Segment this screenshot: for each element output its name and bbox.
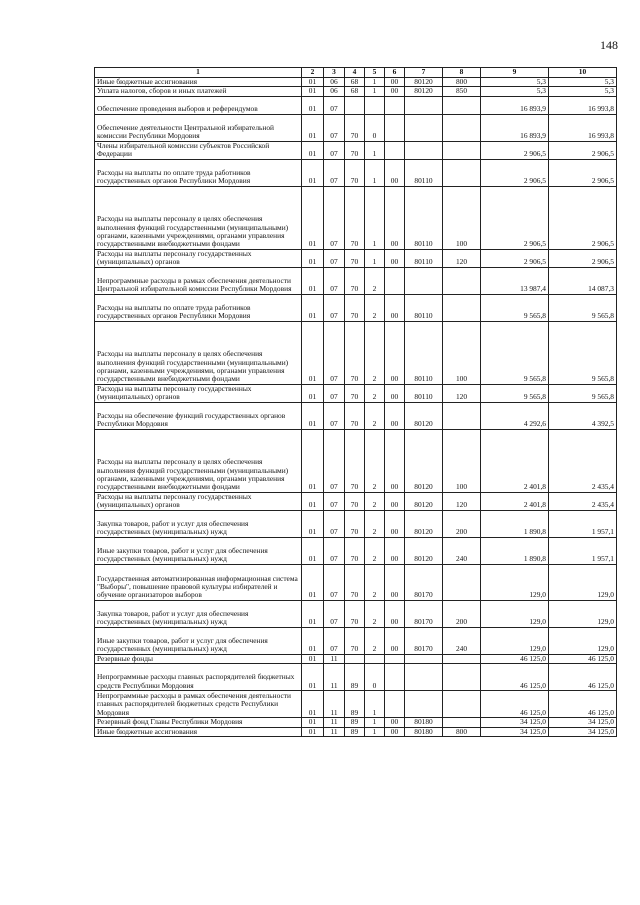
cell-event: 00: [385, 294, 405, 321]
cell-program: [345, 654, 365, 663]
cell-subprogram: 1: [365, 78, 385, 87]
cell-expense-type: [443, 718, 481, 727]
header-cell-subsection: 3: [324, 68, 345, 78]
cell-section: 01: [302, 492, 324, 510]
cell-section: 01: [302, 429, 324, 492]
cell-name: Непрограммные расходы в рамках обеспечения деятельности главных распорядителей бюджетных средств Республики Мордовия: [95, 691, 302, 718]
cell-value-year-1: 46 125,0: [481, 654, 549, 663]
table-row: [95, 249, 617, 267]
cell-value-year-1: 16 893,9: [481, 96, 549, 114]
cell-subprogram: 1: [365, 141, 385, 159]
cell-expense-type: [443, 267, 481, 294]
cell-event: 00: [385, 564, 405, 600]
cell-value-year-2: 2 906,5: [549, 159, 617, 186]
cell-expense-type: 200: [443, 510, 481, 537]
cell-subsection: 07: [324, 159, 345, 186]
cell-event: [385, 141, 405, 159]
cell-section: 01: [302, 654, 324, 663]
cell-program: 70: [345, 627, 365, 654]
cell-section: 01: [302, 664, 324, 691]
cell-expense-type: 800: [443, 727, 481, 736]
cell-name: Резервный фонд Главы Республики Мордовия: [95, 718, 302, 727]
header-cell-subprogram: 5: [365, 68, 385, 78]
cell-value-year-1: 1 890,8: [481, 537, 549, 564]
cell-subsection: 07: [324, 141, 345, 159]
cell-direction: 80180: [405, 727, 443, 736]
cell-section: 01: [302, 564, 324, 600]
cell-event: 00: [385, 384, 405, 402]
cell-event: 00: [385, 600, 405, 627]
table-row: [95, 294, 617, 321]
cell-direction: 80120: [405, 87, 443, 96]
table-row: [95, 600, 617, 627]
cell-event: 00: [385, 87, 405, 96]
cell-expense-type: [443, 402, 481, 429]
table-row: [95, 492, 617, 510]
cell-program: 70: [345, 564, 365, 600]
cell-subprogram: 1: [365, 159, 385, 186]
cell-subsection: 07: [324, 429, 345, 492]
cell-subprogram: 2: [365, 564, 385, 600]
cell-value-year-2: 129,0: [549, 627, 617, 654]
cell-name: Расходы на выплаты персоналу государственных (муниципальных) органов: [95, 249, 302, 267]
cell-program: 68: [345, 87, 365, 96]
cell-subsection: 11: [324, 718, 345, 727]
cell-value-year-1: 2 401,8: [481, 429, 549, 492]
cell-section: 01: [302, 114, 324, 141]
table-row: [95, 627, 617, 654]
cell-program: 70: [345, 384, 365, 402]
cell-direction: 80110: [405, 294, 443, 321]
cell-value-year-2: 2 906,5: [549, 249, 617, 267]
cell-name: Расходы на выплаты по оплате труда работников государственных органов Республики Мордовия: [95, 294, 302, 321]
cell-value-year-2: 1 957,1: [549, 510, 617, 537]
cell-subsection: 07: [324, 627, 345, 654]
cell-name: Расходы на выплаты персоналу в целях обеспечения выполнения функций государственными (муниципальными) органами, казенными учреждениями, органами управления государственными внебюджетными фондами: [95, 429, 302, 492]
cell-value-year-1: 16 893,9: [481, 114, 549, 141]
cell-subprogram: 2: [365, 402, 385, 429]
cell-subprogram: 1: [365, 718, 385, 727]
table-row: [95, 87, 617, 96]
cell-event: 00: [385, 321, 405, 384]
cell-subprogram: 1: [365, 691, 385, 718]
cell-section: 01: [302, 186, 324, 249]
cell-program: 70: [345, 492, 365, 510]
cell-expense-type: 850: [443, 87, 481, 96]
cell-name: Обеспечение деятельности Центральной избирательной комиссии Республики Мордовия: [95, 114, 302, 141]
cell-section: 01: [302, 402, 324, 429]
cell-event: 00: [385, 159, 405, 186]
cell-event: 00: [385, 627, 405, 654]
cell-subsection: 07: [324, 96, 345, 114]
cell-name: Иные закупки товаров, работ и услуг для обеспечения государственных (муниципальных) нужд: [95, 537, 302, 564]
cell-subprogram: 2: [365, 492, 385, 510]
table-row: [95, 564, 617, 600]
cell-section: 01: [302, 294, 324, 321]
cell-expense-type: 120: [443, 492, 481, 510]
cell-subprogram: 2: [365, 627, 385, 654]
cell-name: Закупка товаров, работ и услуг для обеспечения государственных (муниципальных) нужд: [95, 510, 302, 537]
table-row: [95, 510, 617, 537]
cell-direction: [405, 96, 443, 114]
cell-direction: 80110: [405, 159, 443, 186]
cell-subprogram: 2: [365, 537, 385, 564]
header-cell-value-year-2: 10: [549, 68, 617, 78]
cell-program: 70: [345, 249, 365, 267]
cell-event: [385, 691, 405, 718]
cell-subprogram: 1: [365, 249, 385, 267]
table-row: [95, 159, 617, 186]
cell-name: Расходы на выплаты персоналу в целях обеспечения выполнения функций государственными (муниципальными) органами, казенными учреждениями, органами управления государственными внебюджетными фондами: [95, 186, 302, 249]
cell-subprogram: 1: [365, 727, 385, 736]
cell-direction: 80180: [405, 718, 443, 727]
cell-subsection: 11: [324, 664, 345, 691]
cell-direction: 80120: [405, 78, 443, 87]
cell-name: Расходы на выплаты по оплате труда работников государственных органов Республики Мордовия: [95, 159, 302, 186]
cell-value-year-2: 2 906,5: [549, 186, 617, 249]
cell-section: 01: [302, 141, 324, 159]
cell-program: 89: [345, 664, 365, 691]
cell-section: 01: [302, 87, 324, 96]
cell-program: 68: [345, 78, 365, 87]
cell-name: Расходы на обеспечение функций государственных органов Республики Мордовия: [95, 402, 302, 429]
cell-value-year-2: 46 125,0: [549, 691, 617, 718]
cell-value-year-2: 9 565,8: [549, 294, 617, 321]
cell-direction: [405, 654, 443, 663]
cell-value-year-2: 46 125,0: [549, 664, 617, 691]
cell-expense-type: [443, 654, 481, 663]
cell-expense-type: 240: [443, 537, 481, 564]
cell-value-year-2: 16 993,8: [549, 114, 617, 141]
cell-subprogram: 2: [365, 321, 385, 384]
cell-subprogram: 1: [365, 87, 385, 96]
cell-value-year-2: 5,3: [549, 78, 617, 87]
cell-value-year-1: 2 906,5: [481, 186, 549, 249]
cell-subprogram: 1: [365, 186, 385, 249]
cell-event: 00: [385, 402, 405, 429]
cell-subsection: 07: [324, 564, 345, 600]
cell-subsection: 07: [324, 600, 345, 627]
cell-value-year-1: 9 565,8: [481, 384, 549, 402]
cell-value-year-2: 5,3: [549, 87, 617, 96]
cell-section: 01: [302, 627, 324, 654]
cell-program: 89: [345, 718, 365, 727]
cell-program: 70: [345, 429, 365, 492]
table-row: [95, 654, 617, 663]
cell-name: Закупка товаров, работ и услуг для обеспечения государственных (муниципальных) нужд: [95, 600, 302, 627]
cell-event: [385, 664, 405, 691]
cell-subsection: 07: [324, 114, 345, 141]
table-row: [95, 141, 617, 159]
cell-program: 70: [345, 114, 365, 141]
cell-subsection: 07: [324, 186, 345, 249]
cell-subprogram: 2: [365, 267, 385, 294]
cell-name: Непрограммные расходы в рамках обеспечения деятельности Центральной избирательной комиссии Республики Мордовия: [95, 267, 302, 294]
cell-value-year-2: 2 435,4: [549, 492, 617, 510]
cell-name: Иные бюджетные ассигнования: [95, 78, 302, 87]
cell-expense-type: 100: [443, 321, 481, 384]
cell-section: 01: [302, 718, 324, 727]
cell-section: 01: [302, 691, 324, 718]
cell-subprogram: [365, 96, 385, 114]
table-row: [95, 429, 617, 492]
table-row: [95, 96, 617, 114]
cell-expense-type: [443, 564, 481, 600]
table-row: [95, 664, 617, 691]
cell-subsection: 07: [324, 510, 345, 537]
cell-name: Иные бюджетные ассигнования: [95, 727, 302, 736]
cell-name: Расходы на выплаты персоналу в целях обеспечения выполнения функций государственными (муниципальными) органами, казенными учреждениями, органами управления государственными внебюджетными фондами: [95, 321, 302, 384]
cell-event: 00: [385, 492, 405, 510]
cell-subsection: 07: [324, 267, 345, 294]
cell-subprogram: 2: [365, 510, 385, 537]
cell-direction: 80120: [405, 537, 443, 564]
cell-value-year-2: 34 125,0: [549, 727, 617, 736]
cell-name: Уплата налогов, сборов и иных платежей: [95, 87, 302, 96]
cell-subsection: 07: [324, 402, 345, 429]
cell-direction: 80120: [405, 510, 443, 537]
cell-direction: [405, 141, 443, 159]
cell-program: 70: [345, 510, 365, 537]
cell-value-year-1: 4 292,6: [481, 402, 549, 429]
cell-name: Государственная автоматизированная информационная система "Выборы", повышение правовой культуры избирателей и обучение организаторов выборов: [95, 564, 302, 600]
cell-event: 00: [385, 718, 405, 727]
cell-expense-type: [443, 96, 481, 114]
cell-value-year-2: 9 565,8: [549, 321, 617, 384]
cell-value-year-1: 2 906,5: [481, 159, 549, 186]
cell-subprogram: 2: [365, 600, 385, 627]
cell-value-year-1: 5,3: [481, 87, 549, 96]
cell-name: Обеспечение проведения выборов и референдумов: [95, 96, 302, 114]
cell-value-year-1: 129,0: [481, 564, 549, 600]
table-row: [95, 537, 617, 564]
cell-subsection: 07: [324, 384, 345, 402]
cell-subprogram: 2: [365, 384, 385, 402]
cell-value-year-2: 4 392,5: [549, 402, 617, 429]
cell-program: 89: [345, 727, 365, 736]
cell-event: 00: [385, 429, 405, 492]
cell-value-year-2: 1 957,1: [549, 537, 617, 564]
cell-program: 70: [345, 141, 365, 159]
cell-name: Расходы на выплаты персоналу государственных (муниципальных) органов: [95, 492, 302, 510]
cell-event: 00: [385, 537, 405, 564]
cell-expense-type: 120: [443, 249, 481, 267]
cell-value-year-2: 129,0: [549, 600, 617, 627]
table-row: [95, 727, 617, 736]
cell-value-year-1: 2 401,8: [481, 492, 549, 510]
cell-event: [385, 654, 405, 663]
cell-subsection: 07: [324, 492, 345, 510]
cell-program: 70: [345, 267, 365, 294]
cell-section: 01: [302, 510, 324, 537]
table-row: [95, 114, 617, 141]
cell-direction: [405, 114, 443, 141]
cell-value-year-2: 16 993,8: [549, 96, 617, 114]
cell-subsection: 11: [324, 654, 345, 663]
cell-event: [385, 96, 405, 114]
cell-value-year-2: 129,0: [549, 564, 617, 600]
cell-event: 00: [385, 727, 405, 736]
cell-value-year-1: 1 890,8: [481, 510, 549, 537]
cell-expense-type: [443, 141, 481, 159]
cell-direction: [405, 267, 443, 294]
cell-value-year-1: 9 565,8: [481, 294, 549, 321]
cell-value-year-1: 9 565,8: [481, 321, 549, 384]
cell-section: 01: [302, 537, 324, 564]
cell-program: 70: [345, 159, 365, 186]
cell-expense-type: [443, 664, 481, 691]
cell-value-year-2: 2 435,4: [549, 429, 617, 492]
cell-section: 01: [302, 159, 324, 186]
cell-value-year-1: 2 906,5: [481, 249, 549, 267]
page-number: 148: [600, 38, 618, 52]
cell-expense-type: [443, 691, 481, 718]
header-cell-value-year-1: 9: [481, 68, 549, 78]
cell-program: 70: [345, 186, 365, 249]
cell-expense-type: [443, 294, 481, 321]
table-row: [95, 402, 617, 429]
cell-value-year-1: 34 125,0: [481, 727, 549, 736]
cell-value-year-2: 14 087,3: [549, 267, 617, 294]
cell-event: [385, 267, 405, 294]
cell-subprogram: [365, 654, 385, 663]
cell-value-year-1: 129,0: [481, 600, 549, 627]
cell-value-year-2: 2 906,5: [549, 141, 617, 159]
cell-name: Иные закупки товаров, работ и услуг для обеспечения государственных (муниципальных) нужд: [95, 627, 302, 654]
header-cell-name: 1: [95, 68, 302, 78]
cell-value-year-1: 46 125,0: [481, 664, 549, 691]
table-header-row: [95, 68, 617, 78]
cell-name: Непрограммные расходы главных распорядителей бюджетных средств Республики Мордовия: [95, 664, 302, 691]
table-body: [95, 78, 617, 737]
cell-expense-type: [443, 159, 481, 186]
cell-expense-type: 200: [443, 600, 481, 627]
cell-direction: 80170: [405, 627, 443, 654]
cell-direction: 80170: [405, 600, 443, 627]
cell-value-year-1: 46 125,0: [481, 691, 549, 718]
cell-subsection: 07: [324, 294, 345, 321]
cell-value-year-1: 34 125,0: [481, 718, 549, 727]
cell-value-year-1: 5,3: [481, 78, 549, 87]
cell-name: Расходы на выплаты персоналу государственных (муниципальных) органов: [95, 384, 302, 402]
header-cell-section: 2: [302, 68, 324, 78]
cell-value-year-2: 46 125,0: [549, 654, 617, 663]
cell-event: 00: [385, 510, 405, 537]
cell-subsection: 06: [324, 87, 345, 96]
cell-direction: 80110: [405, 384, 443, 402]
table-row: [95, 384, 617, 402]
cell-direction: 80120: [405, 492, 443, 510]
cell-direction: [405, 664, 443, 691]
cell-value-year-1: 129,0: [481, 627, 549, 654]
table-row: [95, 78, 617, 87]
cell-program: [345, 96, 365, 114]
cell-subsection: 11: [324, 691, 345, 718]
header-cell-program: 4: [345, 68, 365, 78]
cell-expense-type: 120: [443, 384, 481, 402]
cell-section: 01: [302, 267, 324, 294]
cell-expense-type: 100: [443, 429, 481, 492]
table-row: [95, 321, 617, 384]
header-cell-direction: 7: [405, 68, 443, 78]
cell-value-year-2: 9 565,8: [549, 384, 617, 402]
table-row: [95, 186, 617, 249]
cell-subprogram: 0: [365, 664, 385, 691]
cell-subprogram: 2: [365, 294, 385, 321]
cell-event: 00: [385, 78, 405, 87]
cell-section: 01: [302, 384, 324, 402]
cell-subsection: 07: [324, 537, 345, 564]
cell-subsection: 06: [324, 78, 345, 87]
cell-event: [385, 114, 405, 141]
budget-table: [94, 67, 617, 737]
cell-direction: [405, 691, 443, 718]
header-cell-expense-type: 8: [443, 68, 481, 78]
cell-program: 70: [345, 537, 365, 564]
cell-direction: 80110: [405, 249, 443, 267]
cell-direction: 80170: [405, 564, 443, 600]
cell-direction: 80110: [405, 321, 443, 384]
table-row: [95, 267, 617, 294]
cell-program: 70: [345, 600, 365, 627]
cell-subsection: 11: [324, 727, 345, 736]
table-row: [95, 691, 617, 718]
cell-program: 70: [345, 402, 365, 429]
cell-subprogram: 0: [365, 114, 385, 141]
cell-program: 70: [345, 294, 365, 321]
cell-section: 01: [302, 727, 324, 736]
table-row: [95, 718, 617, 727]
cell-section: 01: [302, 96, 324, 114]
cell-direction: 80120: [405, 402, 443, 429]
cell-direction: 80110: [405, 186, 443, 249]
cell-subsection: 07: [324, 249, 345, 267]
cell-name: Резервные фонды: [95, 654, 302, 663]
cell-value-year-2: 34 125,0: [549, 718, 617, 727]
cell-section: 01: [302, 78, 324, 87]
cell-direction: 80120: [405, 429, 443, 492]
cell-expense-type: [443, 114, 481, 141]
cell-expense-type: 240: [443, 627, 481, 654]
cell-section: 01: [302, 321, 324, 384]
cell-expense-type: 800: [443, 78, 481, 87]
cell-subprogram: 2: [365, 429, 385, 492]
cell-subsection: 07: [324, 321, 345, 384]
cell-section: 01: [302, 600, 324, 627]
cell-value-year-1: 2 906,5: [481, 141, 549, 159]
cell-program: 70: [345, 321, 365, 384]
header-cell-event: 6: [385, 68, 405, 78]
cell-program: 89: [345, 691, 365, 718]
cell-section: 01: [302, 249, 324, 267]
cell-value-year-1: 13 987,4: [481, 267, 549, 294]
cell-event: 00: [385, 249, 405, 267]
cell-name: Члены избирательной комиссии субъектов Российской Федерации: [95, 141, 302, 159]
cell-expense-type: 100: [443, 186, 481, 249]
cell-event: 00: [385, 186, 405, 249]
